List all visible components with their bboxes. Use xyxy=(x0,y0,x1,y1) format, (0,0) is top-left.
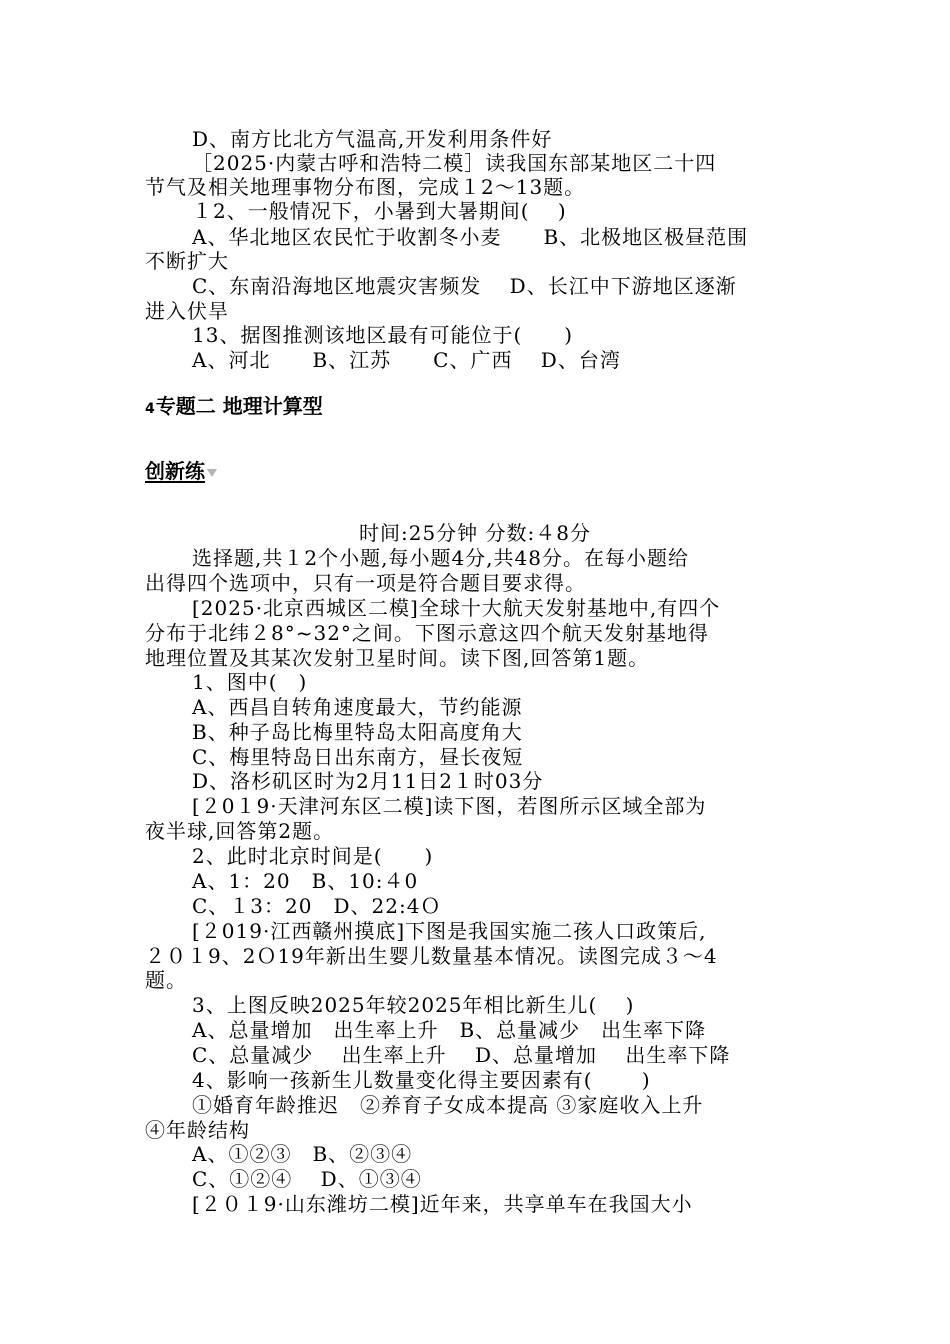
options-ab-q12: A、华北地区农民忙于收割冬小麦 B、北极地区极昼范围 xyxy=(192,225,749,249)
subsection-heading xyxy=(145,458,217,484)
options-cd-q12: C、东南沿海地区地震灾害频发 D、长江中下游地区逐渐 xyxy=(192,274,737,298)
source-note-q12: ［2025·内蒙古呼和浩特二模］读我国东部某地区二十四 xyxy=(192,151,717,175)
paragraph-line: 夜半球,回答第2题。 xyxy=(145,819,335,843)
options-ab-q2: A、1：20 B、10:４0 xyxy=(192,869,419,893)
question-3: 3、上图反映2025年较2025年相比新生儿( ) xyxy=(192,993,635,1017)
heading-marker: 4 xyxy=(145,401,155,417)
question-1: 1、图中( ) xyxy=(192,670,308,694)
option-b-q1: B、种子岛比梅里特岛太阳高度角大 xyxy=(192,720,523,744)
paragraph-line: 题。 xyxy=(145,968,187,992)
factors-q4: ①婚育年龄推迟 ②养育子女成本提高 ③家庭收入上升 xyxy=(192,1093,704,1117)
question-13: 13、据图推测该地区最有可能位于( ) xyxy=(192,323,574,347)
options-ab-q3: A、总量增加 出生率上升 B、总量减少 出生率下降 xyxy=(192,1018,707,1042)
instructions: 选择题,共１2个小题,每小题4分,共48分。在每小题给 xyxy=(192,546,689,570)
source-note-q3: [２019·江西赣州摸底]下图是我国实施二孩人口政策后, xyxy=(192,919,707,943)
question-12: １2、一般情况下，小暑到大暑期间( ) xyxy=(192,199,567,223)
question-2: 2、此时北京时间是( ) xyxy=(192,844,434,868)
paragraph-line: 分布于北纬２8°~32°之间。下图示意这四个航天发射基地得 xyxy=(145,621,709,645)
source-note-q5: [２０１9·山东潍坊二模]近年来，共享单车在我国大小 xyxy=(192,1192,693,1216)
options-cd-q3: C、总量减少 出生率上升 D、总量增加 出生率下降 xyxy=(192,1043,731,1067)
subsection-heading-text: 创新练 xyxy=(145,459,205,483)
section-heading xyxy=(145,393,323,422)
options-cd-q2: C、１3：20 D、22:4Ｏ xyxy=(192,894,442,918)
source-note-q1: [2025·北京西城区二模]全球十大航天发射基地中,有四个 xyxy=(192,596,721,620)
option-d-q11: D、南方比北方气温高,开发利用条件好 xyxy=(192,127,553,151)
option-c-q1: C、梅里特岛日出东南方，昼长夜短 xyxy=(192,745,524,769)
options-ab-q4: A、①②③ B、②③④ xyxy=(192,1142,413,1166)
paragraph-line: 节气及相关地理事物分布图，完成１2～13题。 xyxy=(145,175,586,199)
source-note-q2: [２0１9·天津河东区二模]读下图，若图所示区域全部为 xyxy=(192,794,707,818)
paragraph-line: 不断扩大 xyxy=(145,249,229,273)
triangle-icon xyxy=(207,469,217,477)
option-a-q1: A、西昌自转角速度最大，节约能源 xyxy=(192,695,523,719)
paragraph-line: ④年龄结构 xyxy=(145,1118,250,1142)
options-q13: A、河北 B、江苏 C、广西 D、台湾 xyxy=(192,348,621,372)
paragraph-line: 进入伏旱 xyxy=(145,299,229,323)
paragraph-line: 地理位置及其某次发射卫星时间。读下图,回答第1题。 xyxy=(145,646,650,670)
paragraph-line: 出得四个选项中，只有一项是符合题目要求得。 xyxy=(145,571,586,595)
option-d-q1: D、洛杉矶区时为2月11日2１时03分 xyxy=(192,769,544,793)
options-cd-q4: C、①②④ D、①③④ xyxy=(192,1167,422,1191)
question-4: 4、影响一孩新生儿数量变化得主要因素有( ) xyxy=(192,1068,651,1092)
time-score-line: 时间:25分钟 分数:４8分 xyxy=(358,521,591,545)
paragraph-line: ２０１9、2Ｏ19年新出生婴儿数量基本情况。读图完成３～4 xyxy=(145,944,718,968)
section-heading-text: 专题二 地理计算型 xyxy=(155,394,323,418)
